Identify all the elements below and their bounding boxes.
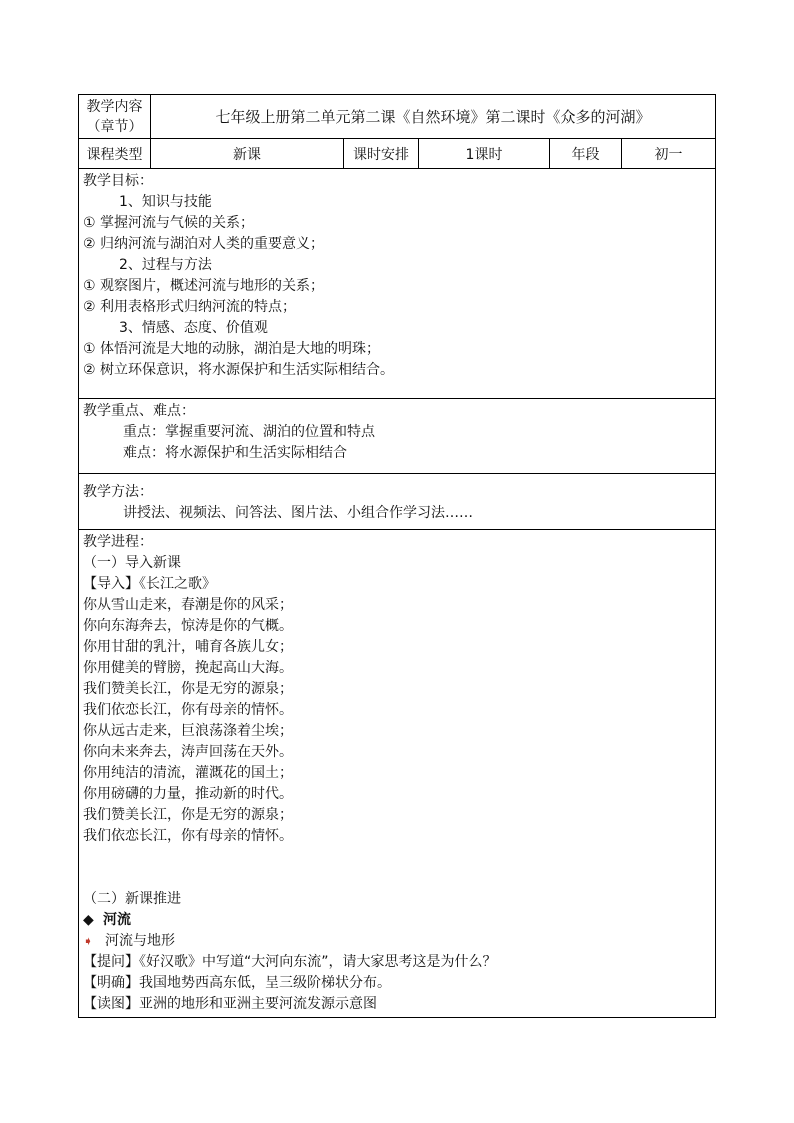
process-label: 教学进程：	[83, 534, 153, 550]
poem-line: 你从雪山走来，春潮是你的风采；	[83, 597, 293, 613]
objective-line: ② 归纳河流与湖泊对人类的重要意义；	[83, 236, 324, 252]
section-new-lesson-heading: （二）新课推进	[83, 891, 181, 907]
poem-line: 你用磅礴的力量，推动新的时代。	[83, 786, 293, 802]
process-section	[79, 530, 716, 1018]
poem-line: 我们赞美长江，你是无穷的源泉；	[83, 807, 293, 823]
grade-label: 年段	[550, 139, 622, 169]
spacer	[83, 847, 711, 889]
question-line: 【提问】《好汉歌》中写道“大河向东流”，请大家思考这是为什么？	[83, 954, 497, 970]
focus-point: 重点：掌握重要河流、湖泊的位置和特点	[123, 424, 375, 440]
read-map-line: 【读图】亚洲的地形和亚洲主要河流发源示意图	[83, 996, 377, 1012]
difficulty-point: 难点：将水源保护和生活实际相结合	[123, 445, 347, 461]
answer-line: 【明确】我国地势西高东低，呈三级阶梯状分布。	[83, 975, 391, 991]
subtopic-text: 河流与地形	[105, 933, 175, 949]
methods-text: 讲授法、视频法、问答法、图片法、小组合作学习法……	[123, 505, 473, 521]
objective-line: 3、情感、态度、价值观	[119, 320, 268, 336]
river-heading	[83, 910, 711, 931]
objectives-label: 教学目标：	[83, 173, 153, 189]
objective-line: 1、知识与技能	[119, 194, 212, 210]
poem-line: 我们依恋长江，你有母亲的情怀。	[83, 702, 293, 718]
key-points-label: 教学重点、难点：	[83, 403, 195, 419]
river-heading-text: 河流	[103, 912, 131, 928]
poem-line: 你向未来奔去，涛声回荡在天外。	[83, 744, 293, 760]
content-label-line2: （章节）	[86, 118, 143, 135]
course-type-label: 课程类型	[79, 139, 151, 169]
objective-line: 2、过程与方法	[119, 257, 212, 273]
methods-section	[79, 474, 716, 530]
objective-line: ① 观察图片，概述河流与地形的关系；	[83, 278, 324, 294]
poem-line: 你用甘甜的乳汁，哺育各族儿女；	[83, 639, 293, 655]
section-intro-heading: （一）导入新课	[83, 555, 181, 571]
schedule-label: 课时安排	[344, 139, 419, 169]
intro-song: 【导入】《长江之歌》	[83, 576, 216, 592]
methods-label: 教学方法：	[83, 484, 153, 500]
poem-line: 你用纯洁的清流，灌溉花的国土；	[83, 765, 293, 781]
poem-line: 你用健美的臂膀，挽起高山大海。	[83, 660, 293, 676]
objective-line: ② 利用表格形式归纳河流的特点；	[83, 299, 297, 315]
diamond-bullet-icon: ◆	[83, 912, 94, 928]
objective-line: ② 树立环保意识，将水源保护和生活实际相结合。	[83, 362, 394, 378]
arrow-bullet-icon: ➧	[83, 934, 94, 948]
grade-value: 初一	[622, 139, 716, 169]
content-label-cell	[79, 95, 151, 139]
objective-line: ① 掌握河流与气候的关系；	[83, 215, 255, 231]
lesson-title: 七年级上册第二单元第二课《自然环境》第二课时《众多的河湖》	[151, 95, 716, 139]
objectives-section	[79, 169, 716, 399]
objective-line: ① 体悟河流是大地的动脉，湖泊是大地的明珠；	[83, 341, 380, 357]
poem-line: 你从远古走来，巨浪荡涤着尘埃；	[83, 723, 293, 739]
poem-line: 我们依恋长江，你有母亲的情怀。	[83, 828, 293, 844]
content-label-line1: 教学内容	[86, 98, 143, 115]
schedule-value: 1课时	[419, 139, 550, 169]
course-type-value: 新课	[151, 139, 344, 169]
key-points-section	[79, 399, 716, 474]
poem-line: 我们赞美长江，你是无穷的源泉；	[83, 681, 293, 697]
poem-line: 你向东海奔去，惊涛是你的气概。	[83, 618, 293, 634]
lesson-plan-table	[78, 94, 716, 1018]
subtopic-line	[83, 931, 711, 952]
